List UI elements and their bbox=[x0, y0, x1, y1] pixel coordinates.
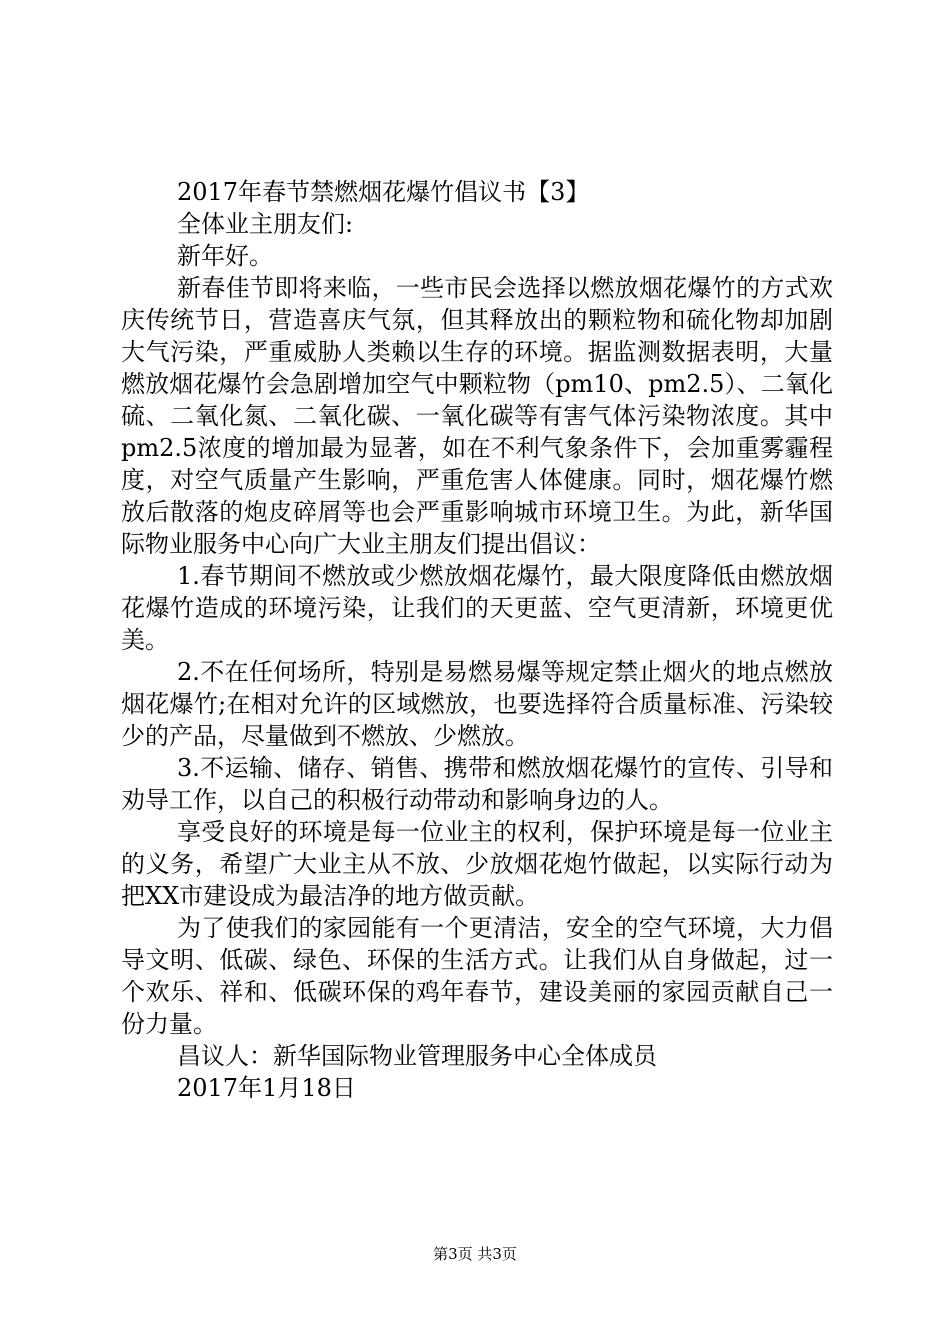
document-title: 2017年春节禁燃烟花爆竹倡议书【3】 bbox=[177, 178, 590, 206]
page-number: 第3页 共3页 bbox=[433, 1245, 517, 1263]
paragraph-item-3: 3.不运输、储存、销售、携带和燃放烟花爆竹的宣传、引导和劝导工作，以自己的积极行动带动和影响身边的人。 bbox=[121, 754, 833, 814]
paragraph-item-2: 2.不在任何场所，特别是易燃易爆等规定禁止烟火的地点燃放烟花爆竹;在相对允许的区域燃放，也要选择符合质量标准、污染较少的产品，尽量做到不燃放、少燃放。 bbox=[121, 658, 833, 750]
salutation: 全体业主朋友们: bbox=[177, 210, 354, 238]
paragraph-closing: 为了使我们的家园能有一个更清洁，安全的空气环境，大力倡导文明、低碳、绿色、环保的生活方式。让我们从自身做起，过一个欢乐、祥和、低碳环保的鸡年春节，建设美丽的家园贡献自己一份力量。 bbox=[121, 914, 833, 1038]
paragraph-intro: 新春佳节即将来临，一些市民会选择以燃放烟花爆竹的方式欢庆传统节日，营造喜庆气氛，但其释放出的颗粒物和硫化物却加剧大气污染，严重威胁人类赖以生存的环境。据监测数据表明，大量燃放烟花爆竹会急剧增加空气中颗粒物（pm10、pm2.5）、二氧化硫、二氧化氮、二氧化碳、一氧化碳等有害气体污染物浓度。其中pm2.5浓度的增加最为显著，如在不利气象条件下，会加重雾霾程度，对空气质量产生影响，严重危害人体健康。同时，烟花爆竹燃放后散落的炮皮碎屑等也会严重影响城市环境卫生。为此，新华国际物业服务中心向广大业主朋友们提出倡议： bbox=[121, 274, 833, 558]
paragraph-rights: 享受良好的环境是每一位业主的权利，保护环境是每一位业主的义务，希望广大业主从不放、少放烟花炮竹做起，以实际行动为把XX市建设成为最洁净的地方做贡献。 bbox=[121, 818, 833, 910]
signature: 昌议人：新华国际物业管理服务中心全体成员 bbox=[177, 1042, 657, 1070]
document-date: 2017年1月18日 bbox=[177, 1074, 356, 1102]
greeting: 新年好。 bbox=[177, 242, 273, 270]
document-body bbox=[121, 176, 833, 1104]
paragraph-item-1: 1.春节期间不燃放或少燃放烟花爆竹，最大限度降低由燃放烟花爆竹造成的环境污染，让我们的天更蓝、空气更清新，环境更优美。 bbox=[121, 562, 833, 654]
